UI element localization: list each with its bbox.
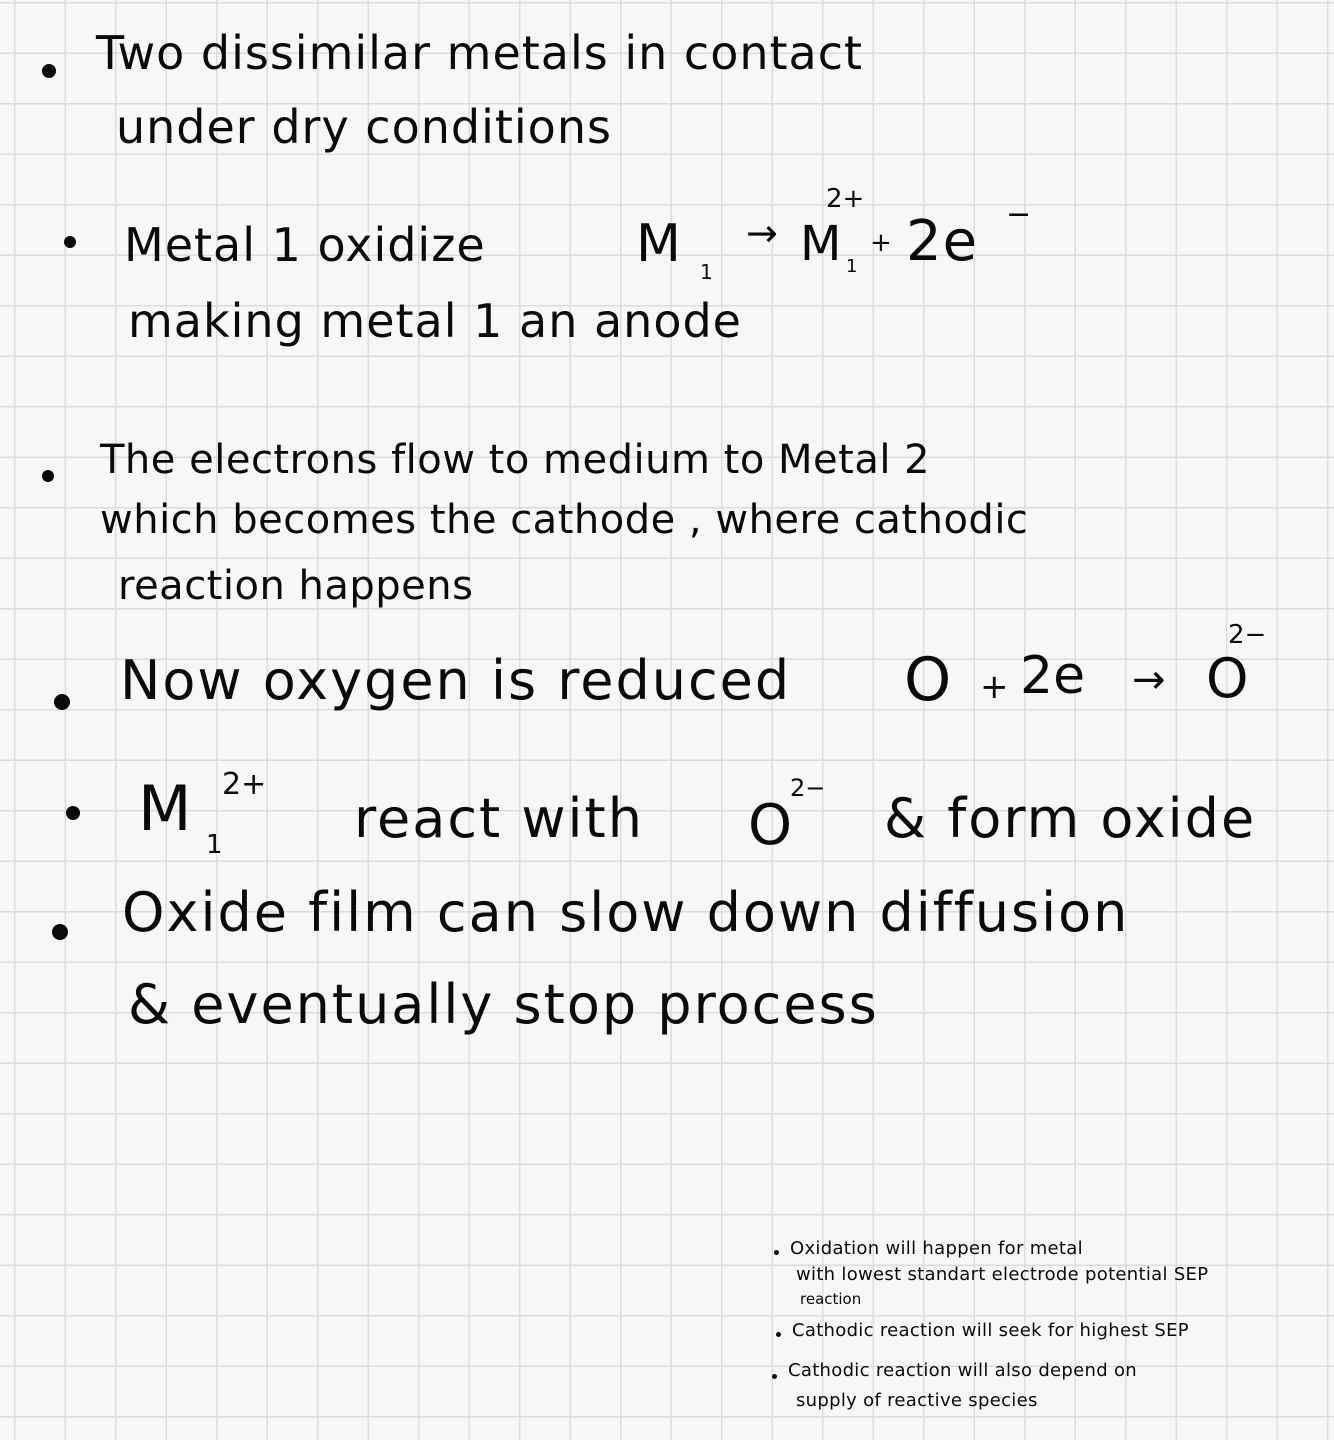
ion-metal-superscript: 2+ (222, 767, 267, 802)
side-bullet-1 (774, 1250, 779, 1255)
eq-oxygen: O (904, 645, 952, 715)
side-note-2: Cathodic reaction will seek for highest SEP (792, 1320, 1189, 1341)
side-note-3-line-1: Cathodic reaction will also depend on (788, 1360, 1137, 1381)
note-1-line-1: Two dissimilar metals in contact (96, 26, 864, 80)
note-2-line-2: making metal 1 an anode (128, 294, 742, 348)
eq-plus: + (870, 228, 893, 258)
note-5-end: & form oxide (884, 787, 1257, 850)
eq-oxide-ion: O (1206, 647, 1249, 710)
note-1-line-2: under dry conditions (116, 100, 612, 154)
eq-reactant-subscript: 1 (700, 260, 713, 284)
note-4-text: Now oxygen is reduced (120, 649, 792, 712)
ion-metal: M (138, 772, 192, 845)
note-2-line-1: Metal 1 oxidize (124, 218, 486, 272)
side-note-1-line-3: reaction (800, 1290, 862, 1308)
note-6-line-1: Oxide film can slow down diffusion (122, 881, 1130, 944)
bullet-4 (54, 694, 70, 710)
side-note-1-line-2: with lowest standart electrode potential SEP (796, 1264, 1209, 1285)
note-3-line-1: The electrons flow to medium to Metal 2 (100, 437, 931, 483)
note-6-line-2: & eventually stop process (128, 973, 879, 1036)
eq-reactant: M (636, 214, 682, 274)
side-bullet-2 (776, 1332, 781, 1337)
bullet-2 (64, 236, 76, 248)
oxide-ion-superscript: 2− (790, 774, 826, 802)
note-3-line-2: which becomes the cathode , where cathodic (100, 497, 1029, 543)
bullet-1 (42, 64, 56, 78)
eq-arrow-2: → (1132, 657, 1166, 703)
note-3-line-3: reaction happens (118, 563, 474, 609)
note-5-mid: react with (354, 787, 644, 850)
eq-electrons-2: 2e (1020, 646, 1086, 706)
eq-product: M (800, 216, 843, 272)
eq-electrons-superscript: − (1006, 197, 1032, 232)
eq-product-subscript: 1 (846, 256, 858, 277)
eq-oxide-ion-superscript: 2− (1228, 620, 1267, 650)
eq-electrons: 2e (906, 209, 979, 274)
bullet-5 (66, 806, 80, 820)
side-note-3-line-2: supply of reactive species (796, 1390, 1038, 1411)
bullet-3 (42, 470, 54, 482)
side-bullet-3 (772, 1374, 777, 1379)
bullet-6 (52, 924, 68, 940)
ion-metal-subscript: 1 (206, 830, 223, 860)
oxide-ion: O (748, 793, 793, 858)
eq-product-superscript: 2+ (826, 184, 865, 214)
eq-arrow: → (746, 211, 779, 255)
eq-plus-2: + (980, 667, 1009, 707)
side-note-1-line-1: Oxidation will happen for metal (790, 1238, 1083, 1259)
